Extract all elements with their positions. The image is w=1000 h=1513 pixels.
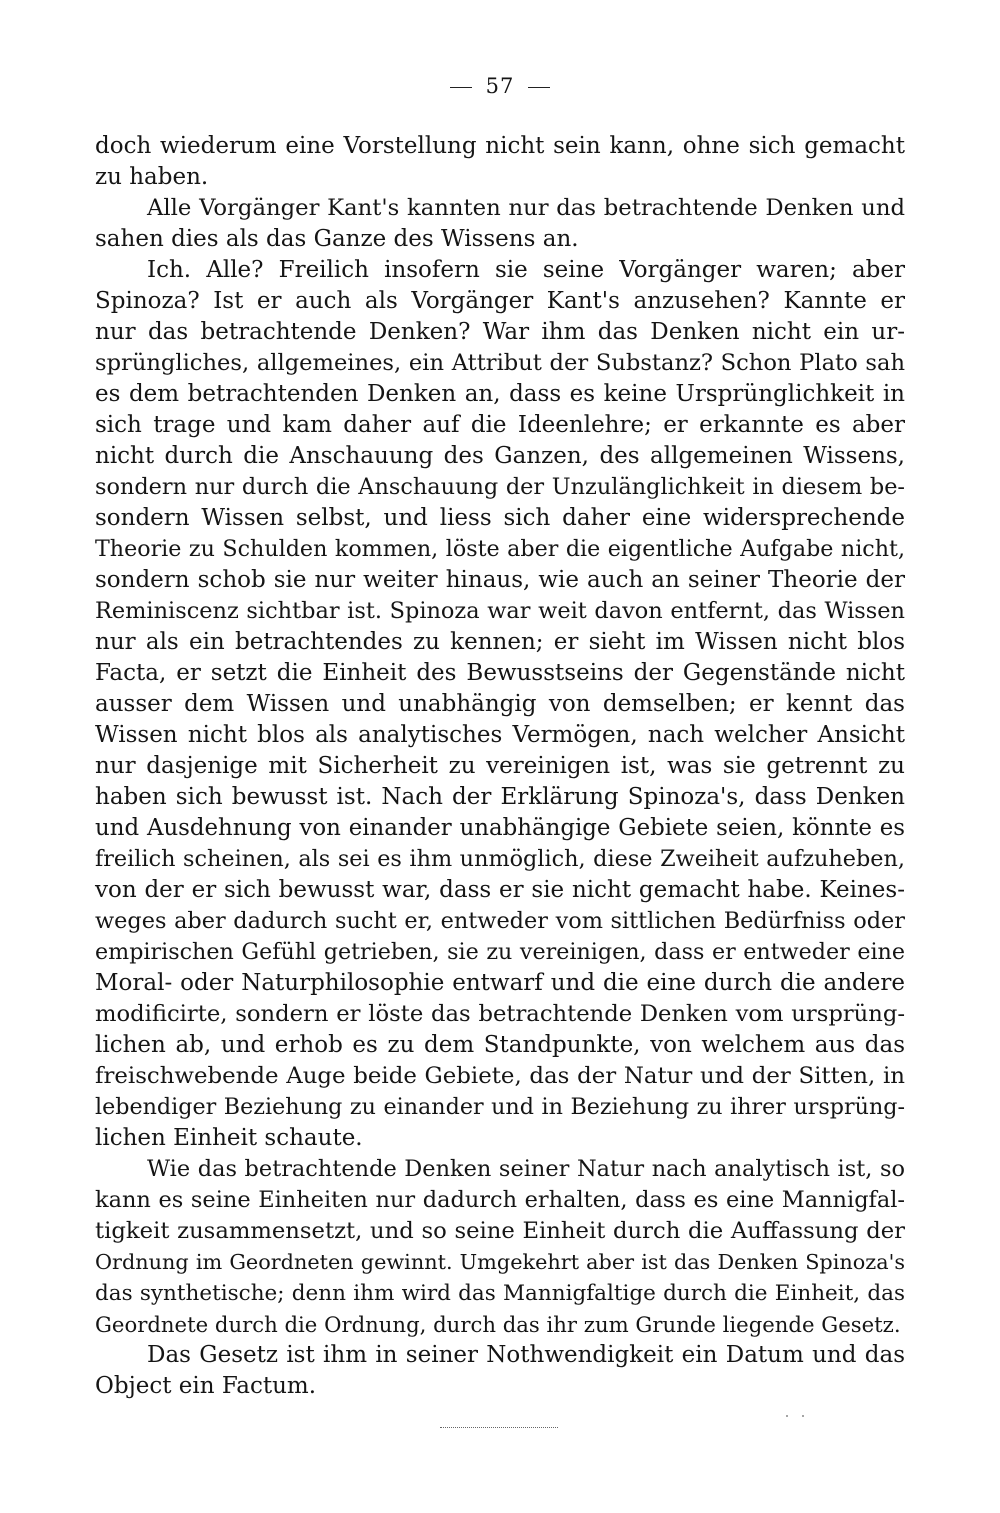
text-line: sich trage und kam daher auf die Ideenlehre; er erkannte es aber xyxy=(95,412,905,438)
text-line: nur dasjenige mit Sicherheit zu vereinigen ist, was sie getrennt zu xyxy=(95,753,905,779)
text-line: Spinoza? Ist er auch als Vorgänger Kant's anzusehen? Kannte er xyxy=(95,288,905,314)
text-line: tigkeit zusammensetzt, und so seine Einheit durch die Auffassung der xyxy=(95,1218,905,1244)
text-line: sondern schob sie nur weiter hinaus, wie auch an seiner Theorie der xyxy=(95,567,905,593)
text-line: Facta, er setzt die Einheit des Bewusstseins der Gegenstände nicht xyxy=(95,660,905,686)
text-line: Wissen nicht blos als analytisches Vermögen, nach welcher Ansicht xyxy=(95,722,905,748)
text-line: Alle Vorgänger Kant's kannten nur das betrachtende Denken und xyxy=(147,195,905,221)
page-number-dash-left xyxy=(450,87,472,88)
text-line: lichen Einheit schaute. xyxy=(95,1125,363,1151)
text-line: und Ausdehnung von einander unabhängige Gebiete seien, könnte es xyxy=(95,815,905,841)
text-line: freischwebende Auge beide Gebiete, das der Natur und der Sitten, in xyxy=(95,1063,905,1089)
text-line: weges aber dadurch sucht er, entweder vom sittlichen Bedürfniss oder xyxy=(95,908,905,934)
text-line: das synthetische; denn ihm wird das Mannigfaltige durch die Einheit, das xyxy=(95,1281,905,1306)
body-text xyxy=(95,131,905,1402)
page-number-dash-right xyxy=(528,87,550,88)
text-line: nur das betrachtende Denken? War ihm das Denken nicht ein ur- xyxy=(95,319,905,345)
text-line: Geordnete durch die Ordnung, durch das ihr zum Grunde liegende Gesetz. xyxy=(95,1312,901,1337)
text-line: von der er sich bewusst war, dass er sie nicht gemacht habe. Keines- xyxy=(95,877,905,903)
text-line: sondern Wissen selbst, und liess sich daher eine widersprechende xyxy=(95,505,905,531)
paper-specks xyxy=(786,1402,826,1410)
text-line: sondern nur durch die Anschauung der Unzulänglichkeit in diesem be- xyxy=(95,474,905,500)
text-line: nur als ein betrachtendes zu kennen; er sieht im Wissen nicht blos xyxy=(95,629,905,655)
text-line: sprüngliches, allgemeines, ein Attribut der Substanz? Schon Plato sah xyxy=(95,350,905,376)
text-line: haben sich bewusst ist. Nach der Erklärung Spinoza's, dass Denken xyxy=(95,784,905,810)
text-line: sahen dies als das Ganze des Wissens an. xyxy=(95,226,579,252)
text-line: kann es seine Einheiten nur dadurch erhalten, dass es eine Mannigfal- xyxy=(95,1187,905,1213)
section-end-rule xyxy=(440,1427,558,1428)
text-line: lebendiger Beziehung zu einander und in Beziehung zu ihrer ursprüng- xyxy=(95,1094,905,1120)
text-line: ausser dem Wissen und unabhängig von demselben; er kennt das xyxy=(95,691,905,717)
text-line: Reminiscenz sichtbar ist. Spinoza war weit davon entfernt, das Wissen xyxy=(95,598,905,624)
text-line: es dem betrachtenden Denken an, dass es keine Ursprünglichkeit in xyxy=(95,381,905,407)
text-line: Ordnung im Geordneten gewinnt. Umgekehrt aber ist das Denken Spinoza's xyxy=(95,1250,905,1274)
text-line: Wie das betrachtende Denken seiner Natur nach analytisch ist, so xyxy=(147,1156,905,1182)
text-line: Object ein Factum. xyxy=(95,1373,317,1399)
text-line: Theorie zu Schulden kommen, löste aber die eigentliche Aufgabe nicht, xyxy=(95,536,905,562)
page-number: 57 xyxy=(485,74,515,98)
text-line: freilich scheinen, als sei es ihm unmöglich, diese Zweiheit aufzuheben, xyxy=(95,846,905,872)
page-number-header xyxy=(0,74,1000,98)
text-line: nicht durch die Anschauung des Ganzen, des allgemeinen Wissens, xyxy=(95,443,905,469)
text-line: modificirte, sondern er löste das betrachtende Denken vom ursprüng- xyxy=(95,1001,905,1027)
text-line: empirischen Gefühl getrieben, sie zu vereinigen, dass er entweder eine xyxy=(95,939,905,965)
text-line: Ich. Alle? Freilich insofern sie seine Vorgänger waren; aber xyxy=(147,257,905,283)
text-line: Moral- oder Naturphilosophie entwarf und die eine durch die andere xyxy=(95,970,905,996)
text-line: Das Gesetz ist ihm in seiner Nothwendigkeit ein Datum und das xyxy=(147,1342,905,1368)
text-line: zu haben. xyxy=(95,164,209,190)
text-line: doch wiederum eine Vorstellung nicht sein kann, ohne sich gemacht xyxy=(95,133,905,159)
text-line: lichen ab, und erhob es zu dem Standpunkte, von welchem aus das xyxy=(95,1032,905,1058)
